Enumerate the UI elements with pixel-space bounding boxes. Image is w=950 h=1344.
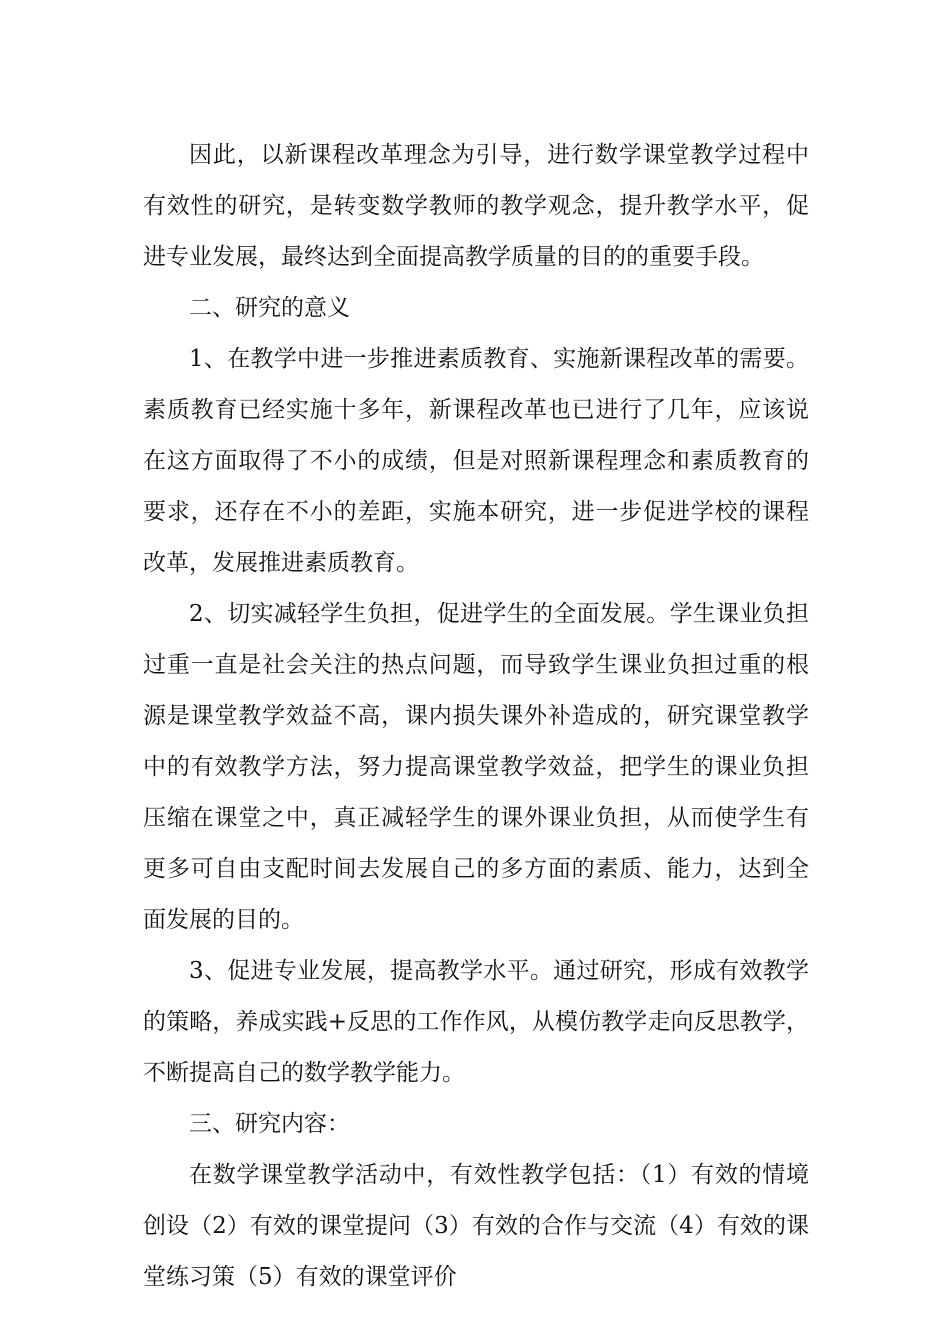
paragraph-conclusion: 因此，以新课程改革理念为引导，进行数学课堂教学过程中有效性的研究，是转变数学教师的教学观念，提升教学水平，促进专业发展，最终达到全面提高教学质量的目的的重要手段。	[143, 142, 809, 270]
paragraph-significance-1: 1、在教学中进一步推进素质教育、实施新课程改革的需要。素质教育已经实施十多年，新课程改革也已进行了几年，应该说在这方面取得了不小的成绩，但是对照新课程理念和素质教育的要求，还存在不小的差距，实施本研究，进一步促进学校的课程改革，发展推进素质教育。	[143, 346, 809, 576]
section-heading-significance: 二、研究的意义	[189, 295, 350, 321]
paragraph-content: 在数学课堂教学活动中，有效性教学包括：（1）有效的情境创设（2）有效的课堂提问（3）有效的合作与交流（4）有效的课堂练习策（5）有效的课堂评价	[143, 1162, 809, 1290]
section-heading-content: 三、研究内容：	[189, 1111, 350, 1137]
document-page	[143, 130, 809, 1303]
paragraph-significance-2: 2、切实减轻学生负担，促进学生的全面发展。学生课业负担过重一直是社会关注的热点问题，而导致学生课业负担过重的根源是课堂教学效益不高，课内损失课外补造成的，研究课堂教学中的有效教学方法，努力提高课堂教学效益，把学生的课业负担压缩在课堂之中，真正减轻学生的课外课业负担，从而使学生有更多可自由支配时间去发展自己的多方面的素质、能力，达到全面发展的目的。	[143, 601, 809, 933]
paragraph-significance-3: 3、促进专业发展，提高教学水平。通过研究，形成有效教学的策略，养成实践+反思的工作作风，从模仿教学走向反思教学，不断提高自己的数学教学能力。	[143, 958, 809, 1086]
